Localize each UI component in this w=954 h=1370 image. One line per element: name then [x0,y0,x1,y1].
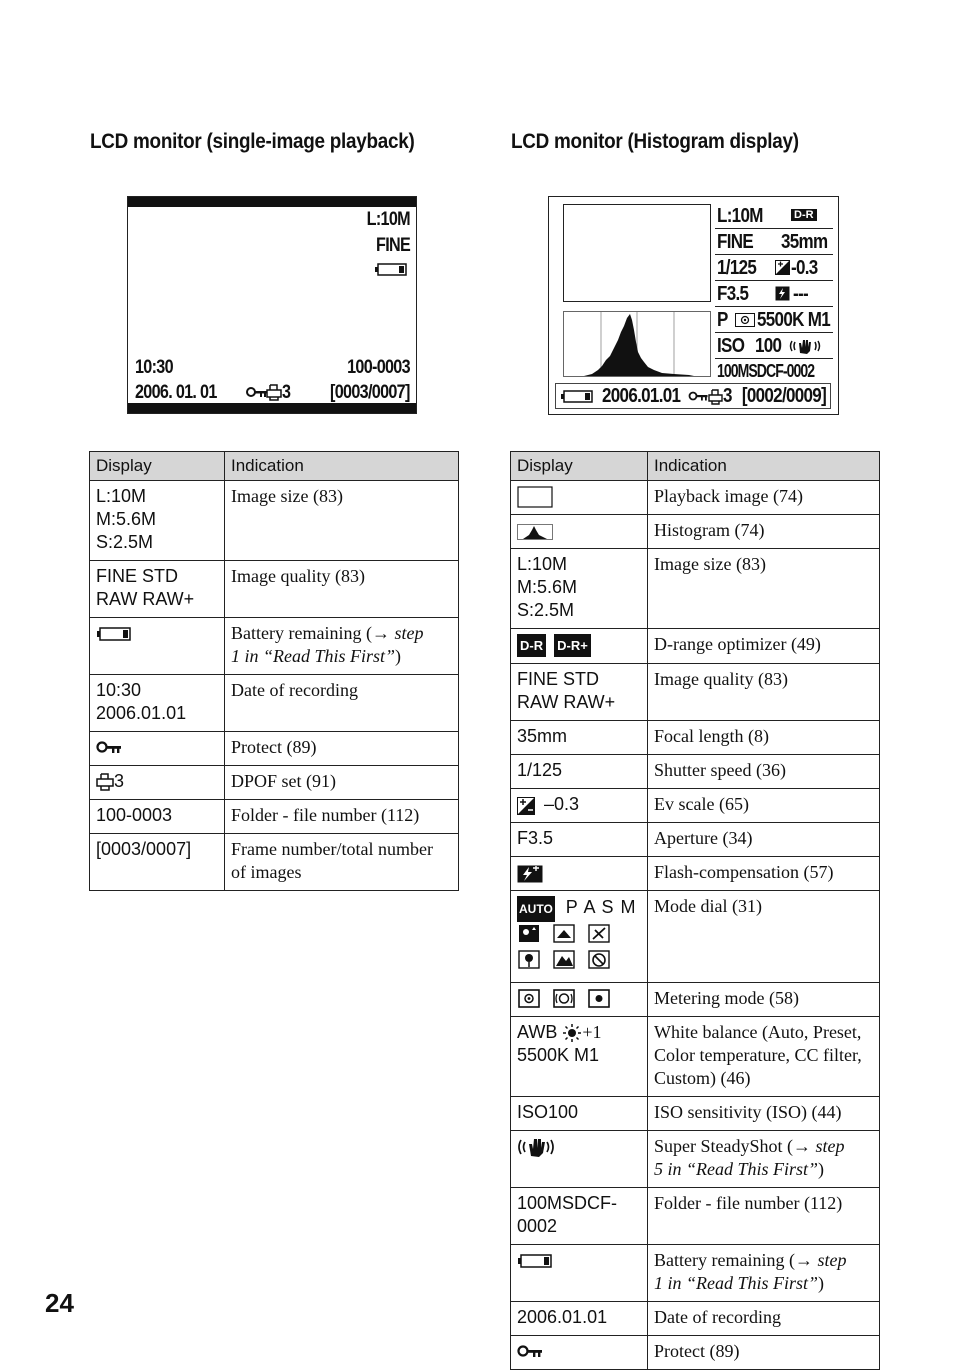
page-number: 24 [45,1288,74,1318]
table-row [90,675,459,732]
indication-cell: Folder - file number (112) [225,800,459,834]
indication-cell [648,1130,880,1187]
indication-cell: Image size (83) [648,549,880,629]
lcd-date: 2006. 01. 01 [135,382,217,403]
dpof-print-icon [708,389,723,405]
indication-cell: Protect (89) [648,1335,880,1369]
indication-step-text: step [817,1249,847,1270]
display-cell: 100-0003 [90,800,225,834]
display-cell: FINE STD RAW RAW+ [90,561,225,618]
header-display: Display [511,452,648,481]
lcd-dpof-count: 3 [282,382,291,403]
indication-cell: Protect (89) [225,732,459,766]
indication-text: Battery remaining (→ [654,1249,818,1270]
indication-cell [648,1244,880,1301]
indication-cell: Frame number/total number of images [225,834,459,891]
indication-cell: Aperture (34) [648,823,880,857]
lcd-flash-value: --- [793,283,808,305]
lcd-folder-file: 100-0003 [347,357,410,378]
shooting-info-panel [715,203,833,385]
battery-icon [560,390,594,404]
info-row-shutter [715,255,833,281]
lcd-image-quality: FINE [717,231,754,253]
lcd-image-quality: FINE [375,235,410,256]
display-cell [511,857,648,891]
table-row [511,481,880,515]
histogram-icon [517,524,553,540]
battery-icon [96,626,132,642]
indication-cell: Focal length (8) [648,721,880,755]
lcd-time: 10:30 [135,357,173,378]
display-cell [511,982,648,1016]
indication-cell: Shutter speed (36) [648,755,880,789]
indication-text: Battery remaining (→ [231,623,395,643]
table-row [511,1016,880,1096]
display-cell [511,891,648,982]
ev-scale-icon [517,797,535,815]
super-steadyshot-icon [517,1136,555,1158]
table-row [511,891,880,982]
lcd-aperture: F3.5 [717,283,749,305]
protect-key-icon [96,740,122,756]
lcd-iso-value: 100 [755,335,782,357]
metering-mode-icons [517,989,613,1009]
indication-cell [225,618,459,675]
mode-letters: P A S M [565,897,637,918]
info-row-folder [715,359,833,385]
display-cell: [0003/0007] [90,834,225,891]
table-row [511,857,880,891]
lcd-dpof-count: 3 [723,385,732,407]
table-row [511,1096,880,1130]
super-steadyshot-icon [789,337,821,355]
table-row [511,789,880,823]
display-cell [511,1244,648,1301]
display-cell: 10:30 2006.01.01 [90,675,225,732]
table-row [511,755,880,789]
header-indication: Indication [648,452,880,481]
display-cell [511,481,648,515]
lcd-top-bar [128,197,416,207]
lcd-histogram-illustration [548,196,839,415]
lcd-white-balance: 5500K M1 [757,309,831,331]
table-row [511,629,880,664]
indication-cell: ISO sensitivity (ISO) (44) [648,1096,880,1130]
indication-cell: D-range optimizer (49) [648,629,880,664]
display-indication-table-single [89,451,459,891]
protect-key-icon [246,386,268,400]
indication-cell: White balance (Auto, Preset, Color temperature, CC filter, Custom) (46) [648,1016,880,1096]
lcd-frame-number: [0003/0007] [330,382,410,403]
histogram-area [563,311,711,377]
display-cell [90,732,225,766]
indication-close-paren: ) [818,1158,825,1179]
battery-icon [374,263,408,277]
table-row [90,481,459,561]
display-cell: L:10M M:5.6M S:2.5M [90,481,225,561]
lcd-date: 2006.01.01 [602,385,681,407]
d-range-optimizer-icon: D-R [517,634,546,657]
display-cell: FINE STD RAW RAW+ [511,664,648,721]
awb-label: AWB [517,1021,558,1042]
table-row [511,1187,880,1244]
table-row [511,515,880,549]
histogram-graph [564,312,710,376]
playback-image-area [563,204,711,302]
sun-icon [562,1023,582,1043]
table-row [511,549,880,629]
table-row [90,732,459,766]
display-cell [511,789,648,823]
playback-image-box-icon [517,486,553,508]
display-cell: 100MSDCF- 0002 [511,1187,648,1244]
header-indication: Indication [225,452,459,481]
d-range-optimizer-plus-icon: D-R+ [554,634,591,657]
lcd-footer-bar [555,383,831,409]
table-header-row [511,452,880,481]
indication-reference-text: 1 in “Read This First” [231,646,396,666]
ev-value: –0.3 [544,794,580,815]
scene-icons-row-1 [517,924,641,950]
indication-step-text: step [815,1135,845,1156]
display-cell [90,618,225,675]
info-row-aperture [715,281,833,307]
info-row-size [715,203,833,229]
lcd-bottom-bar [128,403,416,413]
table-row [90,766,459,800]
lcd-image-size: L:10M [366,209,410,230]
scene-mode-icons-a [517,924,613,944]
table-row [511,664,880,721]
display-cell: F3.5 [511,823,648,857]
protect-key-icon [517,1344,543,1360]
wb-temperature: 5500K M1 [517,1044,600,1065]
indication-cell: Image quality (83) [225,561,459,618]
info-row-iso [715,333,833,359]
display-cell: 1/125 [511,755,648,789]
section-title-single-image: LCD monitor (single-image playback) [90,130,415,153]
section-title-histogram: LCD monitor (Histogram display) [511,130,799,153]
display-cell [511,629,648,664]
table-row [511,1130,880,1187]
indication-text: Super SteadyShot (→ [654,1135,816,1156]
display-cell [511,1130,648,1187]
display-cell: 35mm [511,721,648,755]
table-row [511,1244,880,1301]
display-cell [511,1335,648,1369]
indication-reference-text: 1 in “Read This First” [654,1272,819,1293]
lcd-iso-label: ISO [717,335,745,357]
d-range-badge: D-R [791,209,817,221]
lcd-single-image-illustration [127,196,417,414]
table-row [511,1335,880,1369]
table-row [90,800,459,834]
header-display: Display [90,452,225,481]
indication-cell: Metering mode (58) [648,982,880,1016]
indication-cell: DPOF set (91) [225,766,459,800]
flash-compensation-icon [517,865,543,883]
lcd-mode: P [717,309,728,331]
dpof-print-icon [266,384,282,401]
indication-cell: Image size (83) [225,481,459,561]
table-row [90,561,459,618]
lcd-folder-file: 100MSDCF-0002 [717,361,815,381]
table-row [90,618,459,675]
table-row [511,1301,880,1335]
ev-scale-icon [775,260,790,275]
table-header-row [90,452,459,481]
dpof-count: 3 [114,771,125,791]
display-cell: ISO100 [511,1096,648,1130]
wb-preset-value: +1 [582,1021,602,1042]
indication-cell: Flash-compensation (57) [648,857,880,891]
display-cell: 2006.01.01 [511,1301,648,1335]
battery-icon [517,1253,553,1269]
lcd-ev-value: -0.3 [791,257,818,279]
auto-mode-icon: AUTO [517,896,555,922]
indication-cell: Folder - file number (112) [648,1187,880,1244]
indication-close-paren: ) [818,1272,825,1293]
table-row [90,834,459,891]
indication-cell: Mode dial (31) [648,891,880,982]
protect-key-icon [688,391,708,403]
display-cell [511,515,648,549]
indication-cell: Histogram (74) [648,515,880,549]
indication-reference-text: 5 in “Read This First” [654,1158,819,1179]
display-indication-table-histogram [510,451,880,1370]
info-row-quality [715,229,833,255]
display-cell [511,1016,648,1096]
lcd-image-size: L:10M [717,205,763,227]
scene-icons-row-2 [517,950,641,976]
lcd-shutter-speed: 1/125 [717,257,757,279]
display-cell: L:10M M:5.6M S:2.5M [511,549,648,629]
indication-step-text: step [394,623,424,643]
metering-mode-icon [735,313,755,327]
table-row [511,982,880,1016]
info-row-mode [715,307,833,333]
indication-cell: Playback image (74) [648,481,880,515]
indication-cell: Date of recording [648,1301,880,1335]
indication-cell: Image quality (83) [648,664,880,721]
table-row [511,721,880,755]
indication-close-paren: ) [395,646,402,666]
scene-mode-icons-b [517,950,613,970]
table-row [511,823,880,857]
indication-cell: Date of recording [225,675,459,732]
lcd-focal-length: 35mm [781,231,828,253]
flash-compensation-icon [775,286,790,301]
dpof-print-icon [96,773,114,791]
indication-cell: Ev scale (65) [648,789,880,823]
display-cell [90,766,225,800]
lcd-frame-number: [0002/0009] [741,385,826,407]
